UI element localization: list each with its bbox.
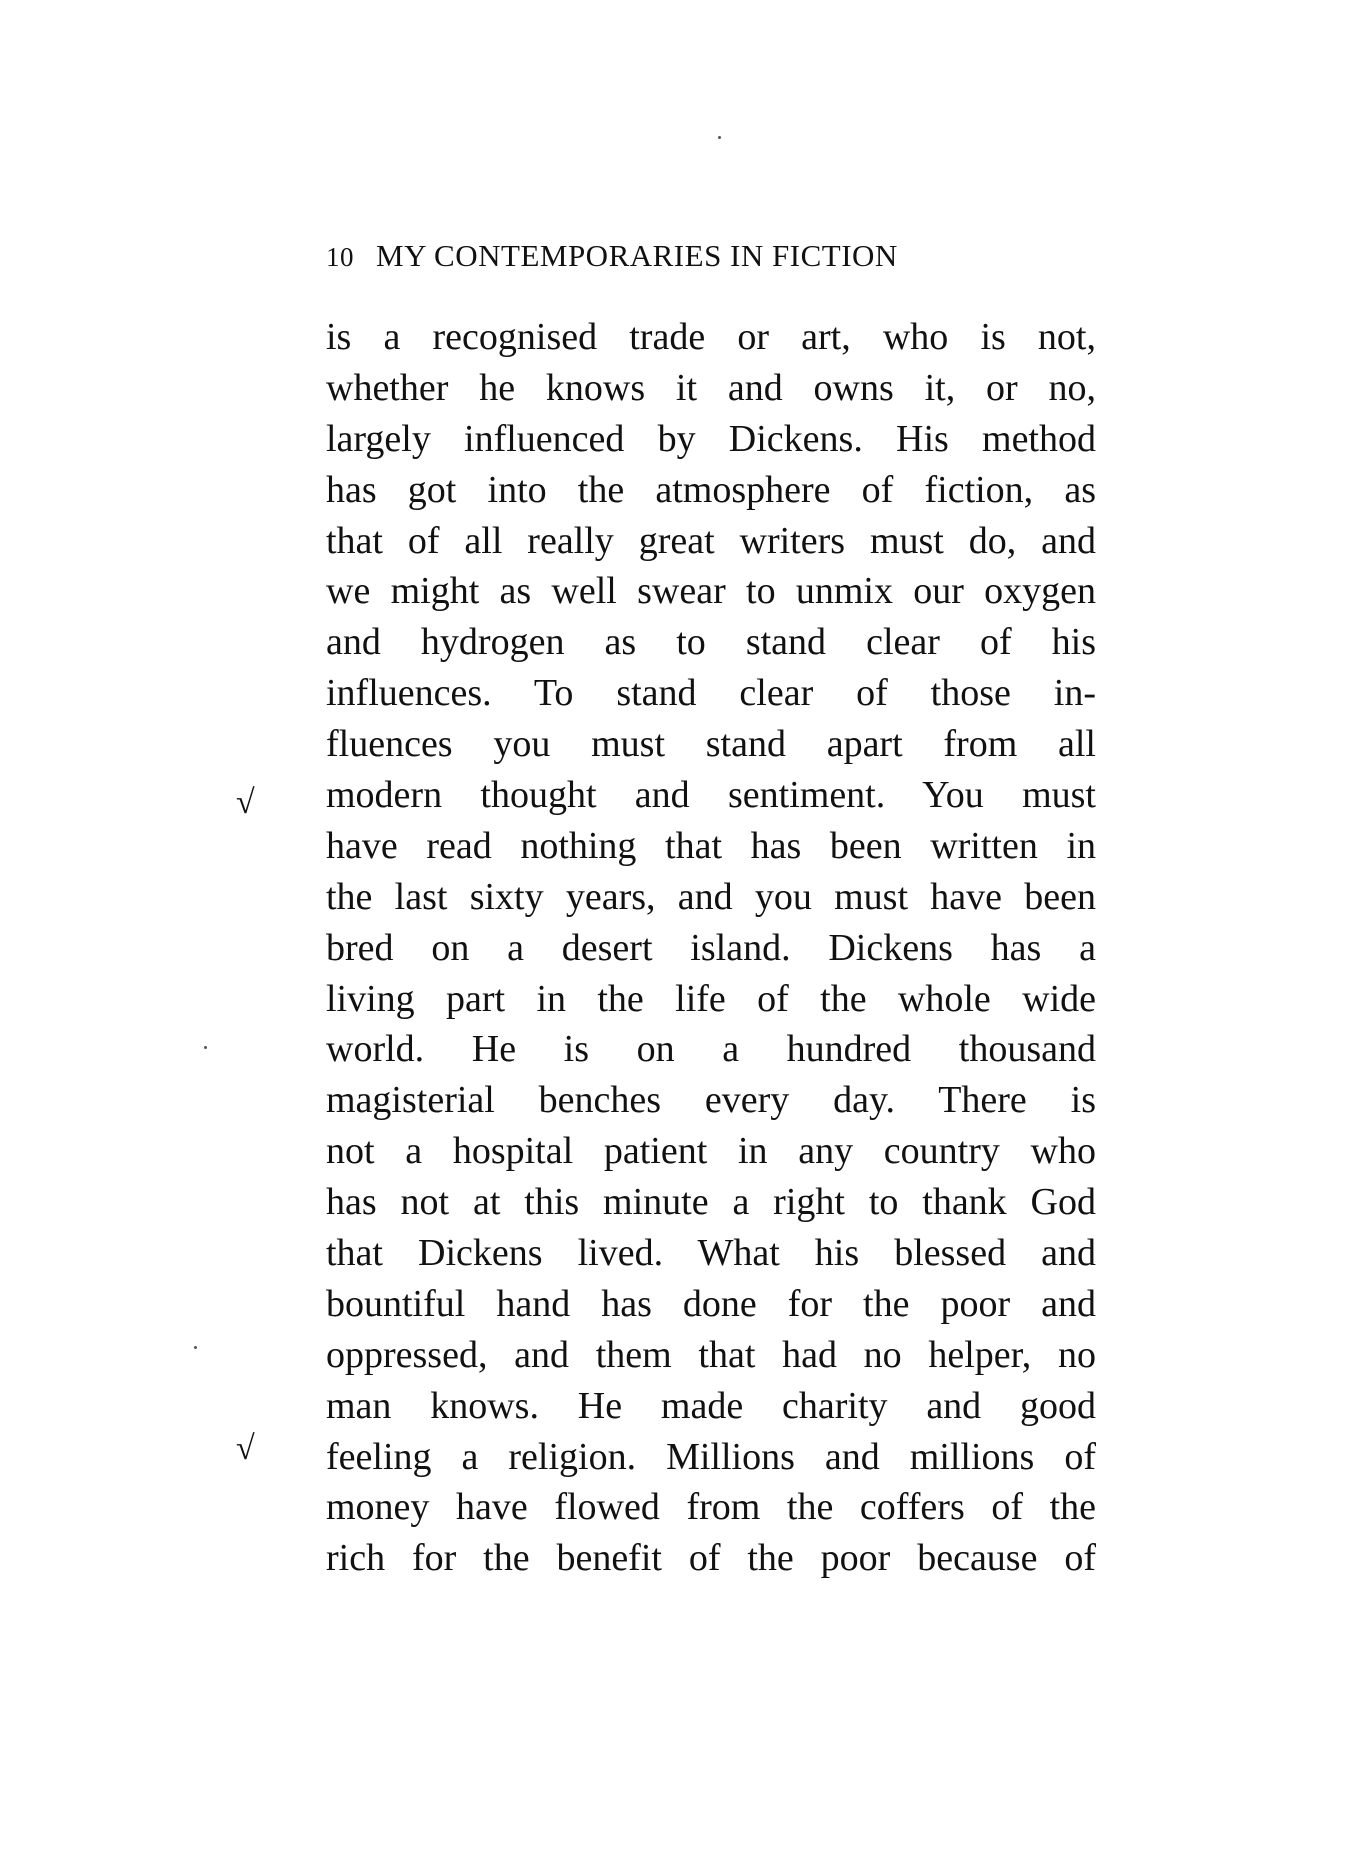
running-title: MY CONTEMPORARIES IN FICTION xyxy=(376,238,898,273)
scan-speck xyxy=(204,1046,207,1049)
scan-speck xyxy=(194,1346,197,1349)
text-line: not a hospital patient in any country who xyxy=(326,1130,1096,1173)
text-line: rich for the benefit of the poor because of xyxy=(326,1537,1096,1580)
text-line: that of all really great writers must do, and xyxy=(326,519,1096,562)
text-line: man knows. He made charity and good xyxy=(326,1384,1096,1427)
text-line: have read nothing that has been written in xyxy=(326,824,1096,867)
text-line: fluences you must stand apart from all xyxy=(326,723,1096,766)
text-line: that Dickens lived. What his blessed and xyxy=(326,1232,1096,1275)
text-line: bred on a desert island. Dickens has a xyxy=(326,926,1096,969)
text-line: has got into the atmosphere of fiction, as xyxy=(326,468,1096,511)
text-line: the last sixty years, and you must have been xyxy=(326,875,1096,918)
scan-speck xyxy=(718,136,721,139)
text-line: influences. To stand clear of those in- xyxy=(326,672,1096,715)
text-line: oppressed, and them that had no helper, no xyxy=(326,1333,1096,1376)
margin-check-mark: √ xyxy=(236,784,255,821)
text-line: and hydrogen as to stand clear of his xyxy=(326,621,1096,664)
text-line: magisterial benches every day. There is xyxy=(326,1079,1096,1122)
text-line: money have flowed from the coffers of the xyxy=(326,1486,1096,1529)
text-line: whether he knows it and owns it, or no, xyxy=(326,366,1096,409)
text-line: largely influenced by Dickens. His method xyxy=(326,417,1096,460)
text-line: feeling a religion. Millions and millions of xyxy=(326,1435,1096,1478)
text-line: is a recognised trade or art, who is not, xyxy=(326,316,1096,358)
text-line: world. He is on a hundred thousand xyxy=(326,1028,1096,1071)
text-line: we might as well swear to unmix our oxygen xyxy=(326,570,1096,613)
running-head xyxy=(326,238,1106,284)
text-line: living part in the life of the whole wide xyxy=(326,977,1096,1020)
body-text xyxy=(326,312,1096,1584)
page-number: 10 xyxy=(326,242,354,272)
margin-check-mark: √ xyxy=(236,1430,255,1467)
text-line: modern thought and sentiment. You must xyxy=(326,774,1096,817)
text-line: bountiful hand has done for the poor and xyxy=(326,1282,1096,1325)
text-line: has not at this minute a right to thank God xyxy=(326,1181,1096,1224)
